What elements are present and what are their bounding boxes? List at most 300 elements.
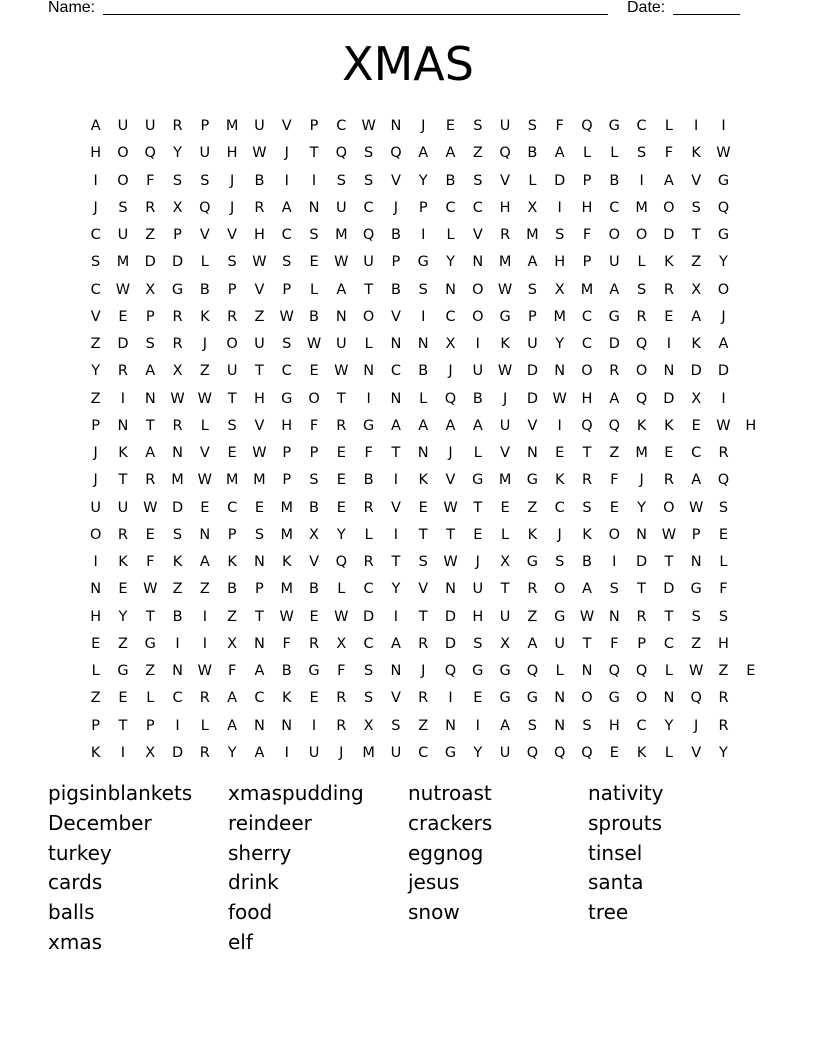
- grid-letter: A: [445, 145, 456, 162]
- grid-letter: G: [281, 390, 293, 407]
- grid-letter: L: [719, 554, 728, 570]
- grid-letter: V: [390, 308, 401, 325]
- grid-letter: U: [117, 499, 129, 516]
- grid-letter: A: [281, 199, 292, 216]
- grid-row: [82, 222, 764, 249]
- grid-letter: U: [472, 363, 484, 380]
- grid-letter: R: [145, 199, 156, 216]
- grid-letter: A: [145, 445, 156, 461]
- grid-letter: Y: [336, 526, 346, 543]
- word-list-item: tree: [588, 900, 629, 925]
- grid-letter: N: [363, 363, 375, 380]
- grid-letter: J: [421, 663, 426, 679]
- grid-row: [82, 413, 764, 440]
- grid-letter: R: [145, 472, 156, 489]
- grid-letter: I: [175, 635, 180, 652]
- grid-letter: Z: [418, 717, 429, 734]
- grid-letter: H: [718, 635, 729, 652]
- grid-letter: X: [445, 336, 456, 352]
- grid-letter: A: [145, 363, 156, 380]
- grid-letter: N: [445, 717, 456, 734]
- grid-letter: K: [118, 445, 128, 461]
- grid-letter: Y: [555, 336, 565, 352]
- grid-letter: G: [362, 417, 375, 434]
- grid-letter: A: [472, 417, 483, 434]
- grid-letter: R: [663, 281, 674, 298]
- grid-letter: T: [309, 145, 319, 162]
- grid-letter: T: [255, 363, 264, 380]
- grid-letter: U: [226, 363, 238, 380]
- grid-letter: U: [117, 118, 129, 134]
- grid-letter: X: [500, 635, 511, 652]
- grid-letter: X: [691, 281, 702, 298]
- grid-letter: K: [281, 554, 292, 570]
- grid-letter: W: [252, 145, 267, 162]
- grid-letter: V: [254, 281, 265, 298]
- grid-letter: A: [500, 717, 511, 734]
- grid-row: [82, 549, 764, 576]
- grid-letter: A: [336, 281, 347, 298]
- grid-letter: W: [661, 526, 677, 543]
- grid-letter: B: [254, 172, 265, 189]
- grid-letter: C: [609, 199, 620, 216]
- grid-letter: Y: [664, 717, 674, 734]
- grid-letter: S: [527, 281, 537, 298]
- grid-letter: G: [444, 744, 457, 761]
- grid-letter: A: [390, 417, 401, 434]
- grid-letter: R: [418, 690, 429, 707]
- grid-letter: N: [417, 336, 429, 352]
- grid-letter: A: [718, 336, 729, 352]
- grid-letter: S: [718, 608, 729, 625]
- grid-letter: P: [91, 717, 101, 734]
- grid-letter: S: [91, 254, 101, 271]
- grid-letter: N: [417, 445, 429, 461]
- grid-letter: Y: [173, 145, 182, 162]
- grid-letter: N: [117, 417, 129, 434]
- grid-letter: K: [200, 308, 210, 325]
- grid-letter: B: [309, 308, 319, 325]
- grid-letter: L: [664, 118, 673, 134]
- grid-letter: R: [254, 199, 265, 216]
- grid-letter: J: [93, 199, 98, 216]
- grid-letter: I: [311, 172, 317, 189]
- grid-letter: R: [199, 690, 210, 707]
- word-list-item: tinsel: [588, 840, 643, 865]
- grid-letter: K: [636, 417, 647, 434]
- grid-letter: C: [336, 118, 347, 134]
- grid-letter: P: [255, 581, 264, 598]
- grid-letter: V: [691, 172, 702, 189]
- grid-letter: O: [663, 499, 675, 516]
- grid-letter: A: [390, 635, 401, 652]
- grid-letter: L: [309, 281, 319, 298]
- grid-letter: C: [254, 690, 265, 707]
- grid-row: [82, 140, 764, 167]
- grid-letter: P: [528, 308, 537, 325]
- grid-letter: J: [721, 308, 726, 325]
- grid-letter: C: [445, 308, 456, 325]
- grid-letter: J: [502, 390, 508, 407]
- grid-letter: B: [172, 608, 183, 625]
- grid-letter: P: [582, 254, 592, 271]
- grid-letter: T: [691, 227, 701, 243]
- grid-letter: O: [553, 581, 566, 598]
- grid-letter: C: [227, 499, 238, 516]
- page-title: XMAS: [342, 37, 474, 91]
- grid-letter: N: [390, 336, 402, 352]
- grid-letter: N: [581, 663, 593, 679]
- word-list-item: nutroast: [408, 781, 492, 805]
- grid-letter: I: [557, 417, 562, 434]
- word-list-item: sprouts: [588, 810, 663, 835]
- grid-letter: N: [390, 390, 402, 407]
- grid-letter: E: [555, 445, 565, 461]
- grid-letter: Q: [608, 663, 620, 679]
- grid-letter: S: [364, 145, 374, 162]
- grid-letter: Z: [117, 635, 128, 652]
- grid-letter: E: [609, 499, 619, 516]
- grid-letter: T: [500, 581, 510, 598]
- grid-letter: O: [635, 690, 648, 707]
- grid-letter: T: [664, 608, 674, 625]
- grid-letter: T: [336, 390, 346, 407]
- grid-letter: C: [663, 635, 674, 652]
- grid-letter: K: [90, 744, 101, 761]
- date-field-line[interactable]: [673, 14, 740, 15]
- grid-letter: U: [117, 227, 129, 243]
- grid-letter: A: [691, 308, 702, 325]
- grid-letter: V: [309, 554, 319, 570]
- grid-letter: B: [390, 227, 401, 243]
- grid-letter: W: [279, 308, 294, 325]
- grid-letter: F: [664, 145, 674, 162]
- grid-letter: P: [418, 199, 428, 216]
- grid-letter: D: [117, 336, 129, 352]
- grid-letter: G: [308, 663, 320, 679]
- grid-letter: N: [663, 363, 675, 380]
- grid-letter: I: [311, 717, 317, 734]
- grid-letter: T: [582, 635, 592, 652]
- grid-letter: L: [419, 390, 428, 407]
- grid-letter: R: [336, 690, 347, 707]
- grid-letter: J: [448, 363, 453, 380]
- grid-letter: C: [418, 744, 429, 761]
- grid-letter: S: [473, 172, 483, 189]
- grid-letter: U: [499, 118, 511, 134]
- grid-letter: P: [173, 227, 182, 243]
- grid-letter: Z: [227, 608, 238, 625]
- grid-letter: A: [418, 417, 429, 434]
- grid-letter: O: [472, 308, 484, 325]
- grid-letter: R: [363, 499, 374, 516]
- grid-letter: C: [581, 336, 593, 352]
- grid-row: [82, 386, 764, 413]
- word-list-item: cards: [48, 870, 103, 895]
- grid-letter: T: [364, 281, 374, 298]
- grid-row: [82, 713, 764, 740]
- grid-letter: V: [90, 308, 101, 325]
- grid-letter: Q: [635, 336, 648, 352]
- grid-letter: J: [393, 199, 399, 216]
- grid-letter: Z: [527, 608, 538, 625]
- grid-letter: W: [115, 281, 131, 298]
- grid-letter: S: [691, 608, 701, 625]
- grid-letter: T: [664, 554, 674, 570]
- grid-letter: M: [526, 227, 539, 243]
- grid-letter: W: [716, 145, 731, 162]
- grid-letter: K: [554, 472, 565, 489]
- grid-letter: S: [691, 199, 701, 216]
- grid-letter: G: [717, 227, 730, 243]
- grid-letter: E: [609, 744, 619, 761]
- grid-letter: U: [472, 581, 484, 598]
- grid-letter: F: [610, 635, 619, 652]
- grid-letter: Q: [581, 417, 593, 434]
- grid-letter: N: [308, 199, 320, 216]
- grid-letter: X: [145, 744, 156, 761]
- grid-letter: Q: [390, 145, 402, 162]
- grid-letter: Z: [691, 635, 702, 652]
- grid-letter: P: [309, 118, 319, 134]
- grid-letter: M: [280, 581, 293, 598]
- grid-letter: N: [199, 526, 211, 543]
- grid-letter: A: [663, 172, 674, 189]
- grid-letter: O: [117, 145, 129, 162]
- grid-letter: O: [226, 336, 238, 352]
- grid-letter: R: [718, 717, 729, 734]
- grid-letter: S: [418, 554, 428, 570]
- grid-letter: O: [362, 308, 375, 325]
- grid-letter: G: [499, 663, 511, 679]
- grid-letter: H: [608, 717, 620, 734]
- grid-letter: V: [500, 172, 511, 189]
- grid-letter: C: [581, 308, 593, 325]
- grid-letter: T: [391, 554, 401, 570]
- grid-letter: S: [364, 690, 374, 707]
- grid-letter: V: [199, 445, 210, 461]
- grid-letter: T: [255, 608, 264, 625]
- grid-letter: D: [144, 254, 156, 271]
- grid-letter: Y: [118, 608, 128, 625]
- word-list-item: sherry: [228, 840, 292, 865]
- grid-letter: V: [254, 417, 265, 434]
- grid-letter: X: [363, 717, 374, 734]
- grid-letter: R: [336, 717, 347, 734]
- grid-letter: Q: [335, 145, 348, 162]
- grid-letter: D: [526, 390, 538, 407]
- grid-letter: A: [445, 417, 456, 434]
- word-list-item: nativity: [588, 781, 664, 805]
- grid-letter: P: [637, 635, 646, 652]
- grid-letter: E: [718, 526, 729, 543]
- grid-letter: N: [254, 717, 265, 734]
- grid-letter: B: [309, 499, 319, 516]
- grid-letter: S: [227, 417, 237, 434]
- grid-letter: T: [582, 445, 592, 461]
- grid-letter: P: [282, 445, 292, 461]
- grid-letter: G: [117, 663, 129, 679]
- grid-letter: J: [284, 145, 289, 162]
- grid-letter: V: [500, 445, 511, 461]
- grid-letter: N: [445, 281, 456, 298]
- grid-row: [82, 331, 764, 358]
- grid-letter: Y: [473, 744, 483, 761]
- grid-letter: U: [254, 118, 265, 134]
- grid-letter: S: [200, 172, 210, 189]
- grid-letter: R: [117, 363, 128, 380]
- grid-letter: R: [172, 308, 183, 325]
- grid-letter: O: [581, 690, 593, 707]
- word-list-item: drink: [228, 870, 279, 895]
- grid-letter: D: [171, 499, 184, 516]
- grid-row: [82, 495, 764, 522]
- grid-letter: K: [636, 744, 647, 761]
- grid-row: [82, 522, 764, 549]
- grid-letter: L: [91, 663, 100, 679]
- grid-letter: L: [364, 526, 373, 543]
- grid-letter: D: [608, 336, 620, 352]
- grid-letter: Q: [635, 390, 648, 407]
- grid-letter: S: [227, 254, 237, 271]
- grid-letter: U: [199, 145, 211, 162]
- grid-letter: A: [227, 690, 238, 707]
- grid-letter: C: [636, 118, 647, 134]
- grid-letter: S: [364, 172, 374, 189]
- grid-letter: P: [145, 717, 155, 734]
- grid-letter: J: [93, 445, 98, 461]
- grid-letter: Z: [254, 308, 265, 325]
- grid-letter: V: [445, 472, 456, 489]
- grid-letter: N: [472, 254, 484, 271]
- grid-letter: A: [199, 554, 210, 570]
- grid-letter: K: [172, 554, 183, 570]
- grid-letter: P: [282, 472, 292, 489]
- grid-letter: I: [393, 608, 399, 625]
- grid-letter: Q: [526, 663, 539, 679]
- grid-letter: S: [473, 118, 483, 134]
- grid-letter: Z: [172, 581, 183, 598]
- grid-letter: K: [527, 526, 538, 543]
- grid-letter: V: [418, 581, 429, 598]
- grid-letter: O: [608, 227, 620, 243]
- word-list-item: jesus: [408, 870, 460, 895]
- grid-letter: I: [694, 118, 699, 134]
- word-list-item: reindeer: [228, 810, 312, 835]
- grid-letter: F: [337, 663, 346, 679]
- grid-letter: G: [417, 254, 429, 271]
- grid-letter: S: [172, 172, 183, 189]
- grid-letter: B: [363, 472, 374, 489]
- word-list: [48, 779, 768, 958]
- grid-letter: Q: [635, 663, 648, 679]
- grid-row: [82, 631, 764, 658]
- grid-letter: A: [609, 281, 620, 298]
- grid-letter: Z: [718, 663, 729, 679]
- grid-letter: E: [746, 663, 756, 679]
- grid-letter: J: [339, 744, 344, 761]
- grid-letter: S: [555, 554, 565, 570]
- grid-letter: G: [499, 690, 511, 707]
- grid-letter: D: [554, 172, 566, 189]
- grid-letter: K: [281, 690, 292, 707]
- grid-letter: R: [336, 417, 347, 434]
- grid-letter: W: [497, 363, 513, 380]
- grid-letter: A: [418, 145, 429, 162]
- grid-letter: Z: [90, 390, 101, 407]
- grid-letter: M: [580, 281, 594, 298]
- grid-letter: A: [254, 663, 265, 679]
- grid-letter: S: [582, 717, 592, 734]
- grid-letter: H: [90, 608, 102, 625]
- grid-letter: N: [663, 690, 675, 707]
- grid-letter: I: [721, 390, 726, 407]
- grid-letter: I: [421, 227, 426, 243]
- grid-letter: I: [557, 199, 562, 216]
- grid-letter: S: [309, 472, 319, 489]
- word-list-item: santa: [588, 870, 644, 895]
- grid-letter: J: [421, 118, 426, 134]
- grid-letter: Z: [691, 254, 702, 271]
- word-list-item: xmaspudding: [228, 781, 364, 805]
- grid-letter: R: [418, 635, 429, 652]
- grid-letter: L: [528, 172, 537, 189]
- grid-letter: B: [609, 172, 620, 189]
- grid-letter: B: [281, 663, 292, 679]
- grid-letter: F: [227, 663, 237, 679]
- grid-letter: T: [145, 608, 155, 625]
- grid-letter: D: [717, 363, 730, 380]
- grid-letter: T: [473, 499, 483, 516]
- grid-letter: E: [309, 363, 319, 380]
- grid-letter: Q: [526, 744, 539, 761]
- grid-letter: K: [418, 472, 428, 489]
- grid-letter: N: [690, 554, 702, 570]
- grid-letter: A: [609, 390, 620, 407]
- grid-letter: G: [608, 308, 620, 325]
- grid-letter: O: [117, 172, 129, 189]
- grid-letter: O: [308, 390, 320, 407]
- grid-letter: F: [555, 118, 564, 134]
- grid-letter: E: [664, 308, 674, 325]
- grid-letter: K: [664, 254, 674, 271]
- grid-letter: Z: [199, 581, 210, 598]
- grid-letter: G: [526, 690, 539, 707]
- name-field-line[interactable]: [103, 14, 608, 15]
- grid-letter: D: [690, 363, 702, 380]
- grid-letter: U: [336, 199, 347, 216]
- grid-letter: T: [118, 472, 128, 489]
- grid-letter: Q: [444, 663, 457, 679]
- grid-letter: L: [582, 145, 592, 162]
- grid-letter: E: [91, 635, 101, 652]
- grid-row: [82, 277, 764, 304]
- grid-letter: Z: [145, 663, 156, 679]
- grid-letter: U: [144, 118, 156, 134]
- grid-letter: H: [581, 199, 593, 216]
- grid-letter: N: [335, 308, 347, 325]
- grid-letter: A: [90, 118, 101, 134]
- grid-letter: I: [393, 472, 399, 489]
- grid-letter: I: [202, 635, 207, 652]
- grid-letter: V: [472, 227, 483, 243]
- grid-letter: G: [526, 554, 539, 570]
- grid-letter: R: [227, 308, 238, 325]
- grid-letter: C: [363, 199, 374, 216]
- grid-letter: W: [716, 417, 731, 434]
- grid-letter: L: [337, 581, 346, 598]
- grid-letter: E: [309, 608, 319, 625]
